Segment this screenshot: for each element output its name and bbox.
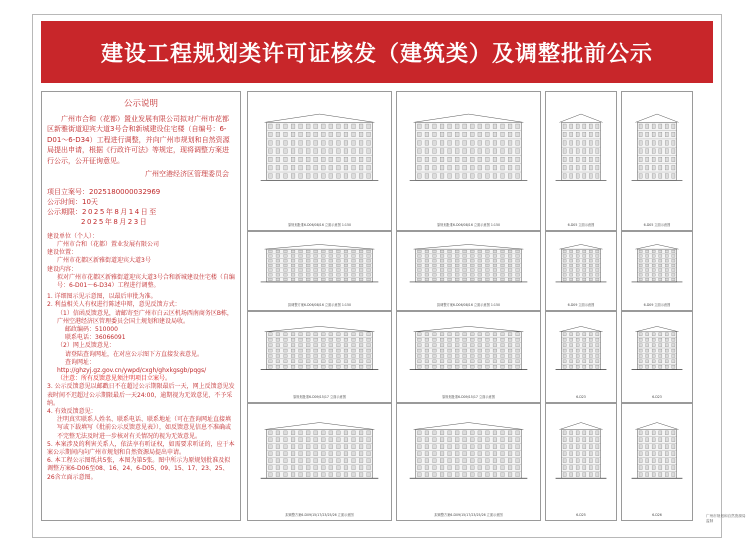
drawing-caption: 6-D23 — [652, 395, 662, 399]
drawing-caption: 6-D05 立面示意图 — [643, 223, 671, 227]
item-2-mail: （1）信函反馈意见，请邮寄至广州市白云区机场西南商务区B栋，广州空港经济区管理委员会国土规划和建设局收。 — [57, 309, 233, 325]
drawing-sheet — [396, 403, 541, 521]
drawing-caption: 6-D09 立面示意图 — [567, 303, 595, 307]
item-4: 4. 有效反馈意见： — [47, 407, 97, 415]
drawing-sheet — [621, 403, 693, 521]
item-6: 6. 本工程公示图纸共5张，本图为第5张。图中所示为原规划批准及拟调整方案6-D06至08、16、24、6-D05、09、15、17、23、25、26含立面示意图。 — [47, 457, 231, 481]
drawing-caption: 6-D25 — [576, 513, 586, 517]
title-banner — [41, 21, 713, 83]
drawing-sheet — [545, 231, 617, 311]
location-value: 广州市花都区新雅街道迎宾大道3号 — [57, 257, 151, 265]
issuer: 广州空港经济区管理委员会 — [145, 170, 229, 179]
elevation-drawing — [397, 312, 540, 402]
drawing-caption: 6-D05 立面示意图 — [567, 223, 595, 227]
period-value: 10天 — [82, 197, 98, 206]
elevation-drawing — [248, 404, 391, 520]
elevation-drawing — [546, 312, 616, 402]
period-label: 公示时间： — [47, 197, 82, 206]
item-4-detail: 注明真实联系人姓名、联系电话、联系地址（可在查询网址直接填写或下载填写《批前公示反馈意见表》），如反馈意见信息不准确或不完整无法及时进一步核对有关情况的视为无效意见。 — [57, 416, 232, 440]
project-number-label: 项目立案号： — [47, 187, 89, 196]
item-2-url-label: 查询网址： — [65, 358, 96, 366]
elevation-drawing — [622, 92, 692, 230]
elevation-drawing — [546, 232, 616, 310]
item-2-online: （2）网上反馈意见： — [57, 342, 115, 350]
elevation-drawing — [248, 312, 391, 402]
elevation-drawing — [397, 92, 540, 230]
page-title: 建设工程规划类许可证核发（建筑类）及调整批前公示 — [100, 41, 653, 67]
project-number: 2025180000032969 — [89, 187, 161, 196]
period-row — [47, 197, 235, 207]
drawing-caption: 原规划批准6-D09/15/17 立面示意图 — [293, 395, 346, 399]
item-2-phone: 联系电话：36066091 — [65, 334, 126, 342]
elevation-drawing — [397, 404, 540, 520]
elevation-drawing — [397, 232, 540, 310]
drawing-sheet — [247, 231, 392, 311]
drawing-caption: 原规划批准6-D06/08/16 立面示意图 1:150 — [436, 223, 501, 227]
elevation-drawing — [546, 404, 616, 520]
date-to-prefix: 至 — [149, 207, 157, 216]
content-value: 拟对广州市花都区新雅街道迎宾大道3号合和新城建设住宅楼（自编号：6-D01～6-D34）工程进行调整。 — [57, 273, 235, 289]
drawing-caption: 拟调整方案6-D06/08/16 立面示意图 1:150 — [287, 303, 352, 307]
drawing-grid — [247, 91, 713, 521]
date-from: 2025年8月14日 — [82, 207, 150, 216]
drawing-caption: 拟调整方案6-D09/15/17/23/25/26 立面示意图 — [434, 513, 503, 517]
item-5: 5. 本案涉及的利害关系人，依法享有听证权，如需要求听证的，应于本案公示期间内向广州市规划和自然资源局提出申请。 — [47, 440, 235, 456]
footer-note: 广州市规划和自然资源局 监制 — [706, 514, 746, 523]
item-1: 1. 详细图示见示意图，以最后审批为准。 — [47, 293, 157, 301]
drawing-sheet — [396, 311, 541, 403]
elevation-drawing — [622, 404, 692, 520]
drawing-sheet — [396, 91, 541, 231]
drawing-sheet — [247, 311, 392, 403]
drawing-caption: 原规划批准6-D06/08/16 立面示意图 1:150 — [287, 223, 352, 227]
notice-heading: 公示说明 — [123, 99, 158, 109]
content-label: 建设内容： — [47, 265, 78, 273]
elevation-drawing — [622, 232, 692, 310]
drawing-sheet — [247, 91, 392, 231]
item-3: 3. 公示反馈意见以邮戳日不在超过公示期限最后一天，网上反馈意见发表时间不迟超过公示期限最后一天24:00，逾期视为无效意见，不予采纳。 — [47, 383, 235, 407]
drawing-caption: 拟调整方案6-D06/08/16 立面示意图 1:150 — [436, 303, 501, 307]
drawing-sheet — [545, 311, 617, 403]
drawing-sheet — [247, 403, 392, 521]
drawing-sheet — [621, 91, 693, 231]
elevation-drawing — [248, 232, 391, 310]
location-label: 建设位置： — [47, 249, 78, 257]
drawing-sheet — [621, 231, 693, 311]
date-to-row — [47, 217, 235, 227]
item-2: 2. 利益相关人有权进行陈述申辩，意见反馈方式： — [47, 301, 181, 309]
notice-board — [32, 14, 722, 538]
drawing-caption: 6-D23 — [576, 395, 586, 399]
drawing-caption: 6-D26 — [652, 513, 662, 517]
project-number-row — [47, 187, 235, 197]
elevation-drawing — [622, 312, 692, 402]
elevation-drawing — [546, 92, 616, 230]
item-2-url[interactable]: http://ghzyj.gz.gov.cn/ywpd/cxgh/ghxkgsgb/pqgs/ — [57, 366, 207, 374]
item-2-online-hint: 请登陆查询网址，在对应公示图下方直接发表意见。 — [65, 350, 204, 358]
item-2-postcode: 邮政编码：510000 — [65, 325, 118, 333]
drawing-sheet — [621, 311, 693, 403]
dates-row — [47, 207, 235, 217]
item-2-warning: （注意：所有反馈意见须注明项目立案号。 — [57, 375, 172, 383]
notice-panel — [41, 91, 241, 521]
drawing-sheet — [396, 231, 541, 311]
drawing-caption: 6-D09 立面示意图 — [643, 303, 671, 307]
date-to: 2025年8月23日 — [81, 217, 149, 226]
drawing-caption: 拟调整方案6-D09/15/17/23/25/26 立面示意图 — [285, 513, 354, 517]
elevation-drawing — [248, 92, 391, 230]
drawing-sheet — [545, 91, 617, 231]
unit-label: 建设单位（个人）： — [47, 232, 99, 240]
dates-label: 公示期限： — [47, 207, 82, 216]
notice-body: 广州市合和（花都）置业发展有限公司拟对广州市花都区新雅街道迎宾大道3号合和新城建设住宅楼（自编号：6-D01～6-D34）工程进行调整，并向广州市规划和自然资源局提出申请，根据《行政许可法》等规定，现将调整方案进行公示，公开征询意见。 — [47, 114, 230, 165]
drawing-sheet — [545, 403, 617, 521]
unit-value: 广州市合和（花都）置业发展有限公司 — [57, 240, 160, 248]
drawing-caption: 原规划批准6-D09/15/17 立面示意图 — [442, 395, 495, 399]
